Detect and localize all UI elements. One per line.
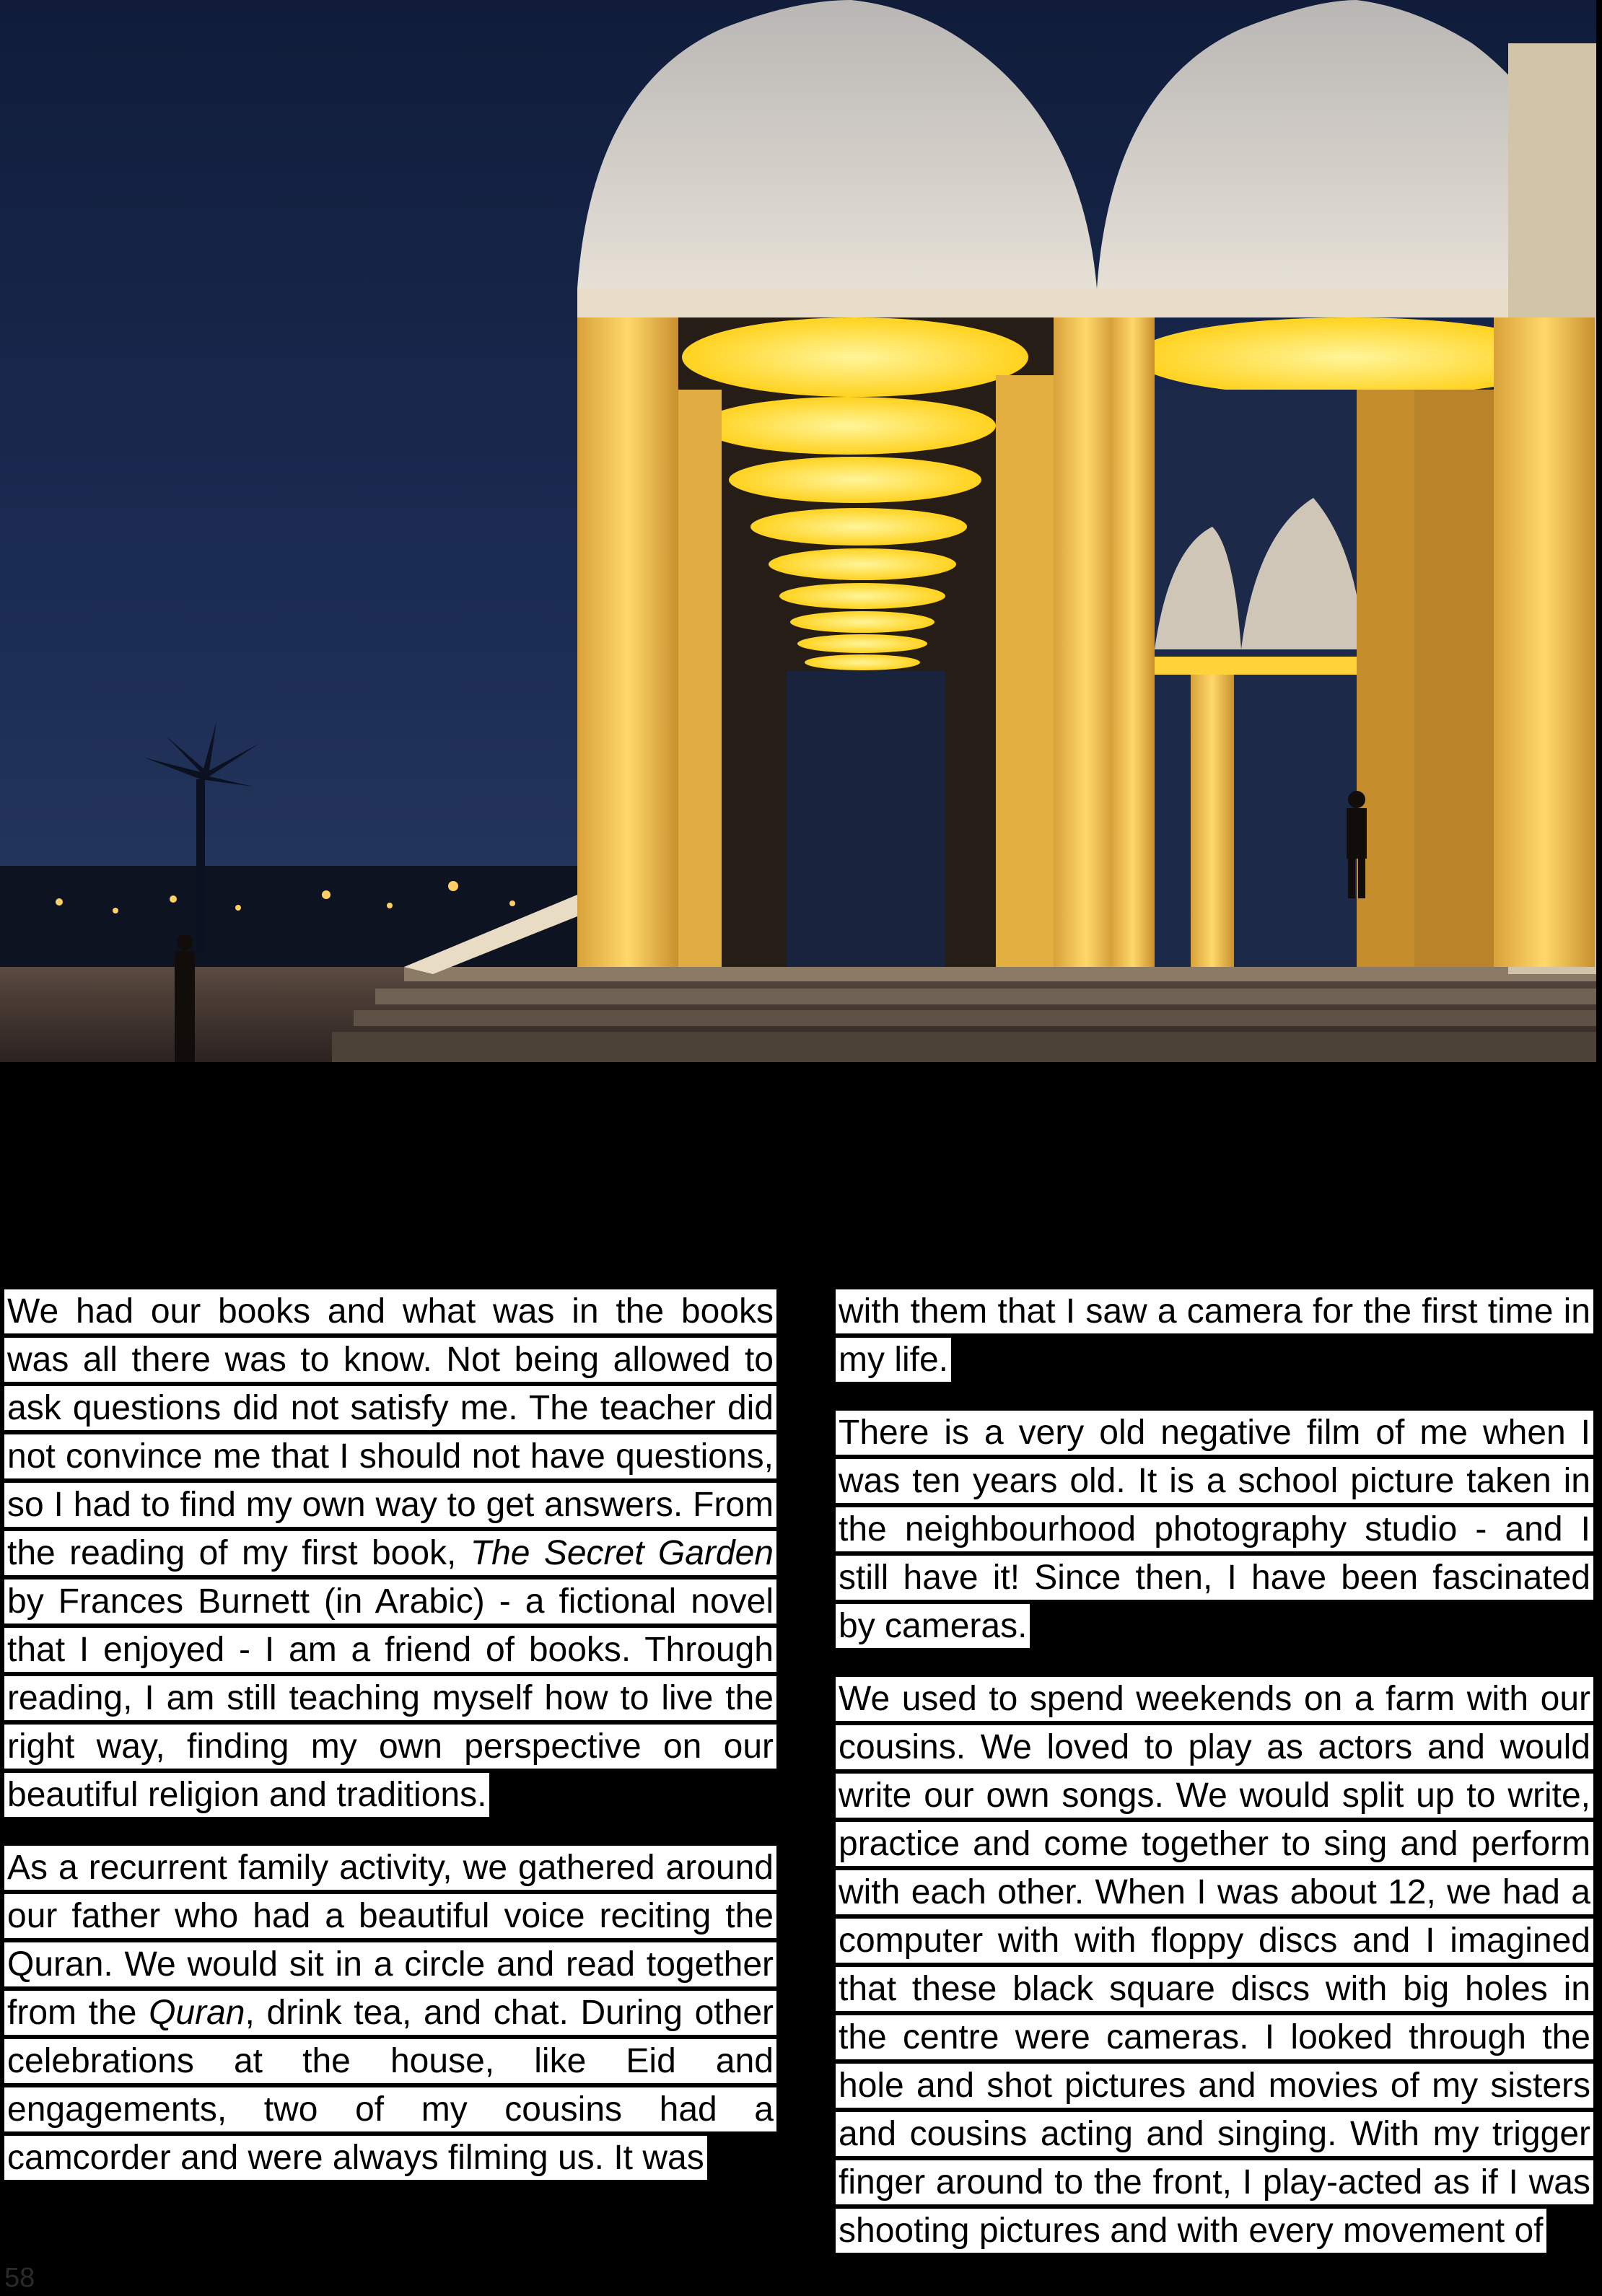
paragraph-farm-weekends bbox=[836, 1675, 1593, 2255]
paragraph-books bbox=[4, 1287, 776, 1819]
paragraph-negative-film bbox=[836, 1408, 1593, 1650]
paragraph-farm-weekends-text: We used to spend weekends on a farm with our cousins. We loved to play as actors and would write our own songs. We would split up to write, practice and come together to sing and perform with each other. When I was about 12, we had a computer with with floppy discs and I imagined that these black square discs with big holes in the centre were cameras. I looked through the hole and shot pictures and movies of my sisters and cousins acting and singing. With my trigger finger around to the front, I play-acted as if I was shooting pictures and with every movement of bbox=[836, 1680, 1593, 2250]
mosque-arcade-photo bbox=[0, 0, 1596, 1062]
paragraph-family-activity bbox=[4, 1844, 776, 2182]
paragraph-first-camera-text: with them that I saw a camera for the first time in my life. bbox=[836, 1292, 1593, 1379]
book-title-quran: Quran bbox=[149, 1994, 245, 2032]
book-title-secret-garden: The Secret Garden bbox=[470, 1534, 774, 1572]
paragraph-family-activity-text: As a recurrent family activity, we gathered around our father who had a beautiful voice reciting the Quran. We would sit in a circle and read together from the Quran, drink tea, and chat. During other celebrations at the house, like Eid and engagements, two of my cousins had a camcorder and were always filming us. It was bbox=[4, 1849, 776, 2177]
paragraph-books-text: We had our books and what was in the books was all there was to know. Not being allowed to ask questions did not satisfy me. The teacher did not convince me that I should not have questions, so I had to find my own way to get answers. From the reading of my first book, The Secret Garden by Frances Burnett (in Arabic) - a fictional novel that I enjoyed - I am a friend of books. Through reading, I am still teaching myself how to live the right way, finding my own perspective on our beautiful religion and traditions. bbox=[4, 1292, 776, 1814]
right-text-column bbox=[836, 1287, 1593, 2279]
page-number: 58 bbox=[4, 2263, 35, 2293]
paragraph-negative-film-text: There is a very old negative film of me when I was ten years old. It is a school picture taken in the neighbourhood photography studio - and I still have it! Since then, I have been fascinated by cameras. bbox=[836, 1414, 1593, 1645]
left-text-column bbox=[4, 1287, 776, 2207]
paragraph-first-camera bbox=[836, 1287, 1593, 1384]
